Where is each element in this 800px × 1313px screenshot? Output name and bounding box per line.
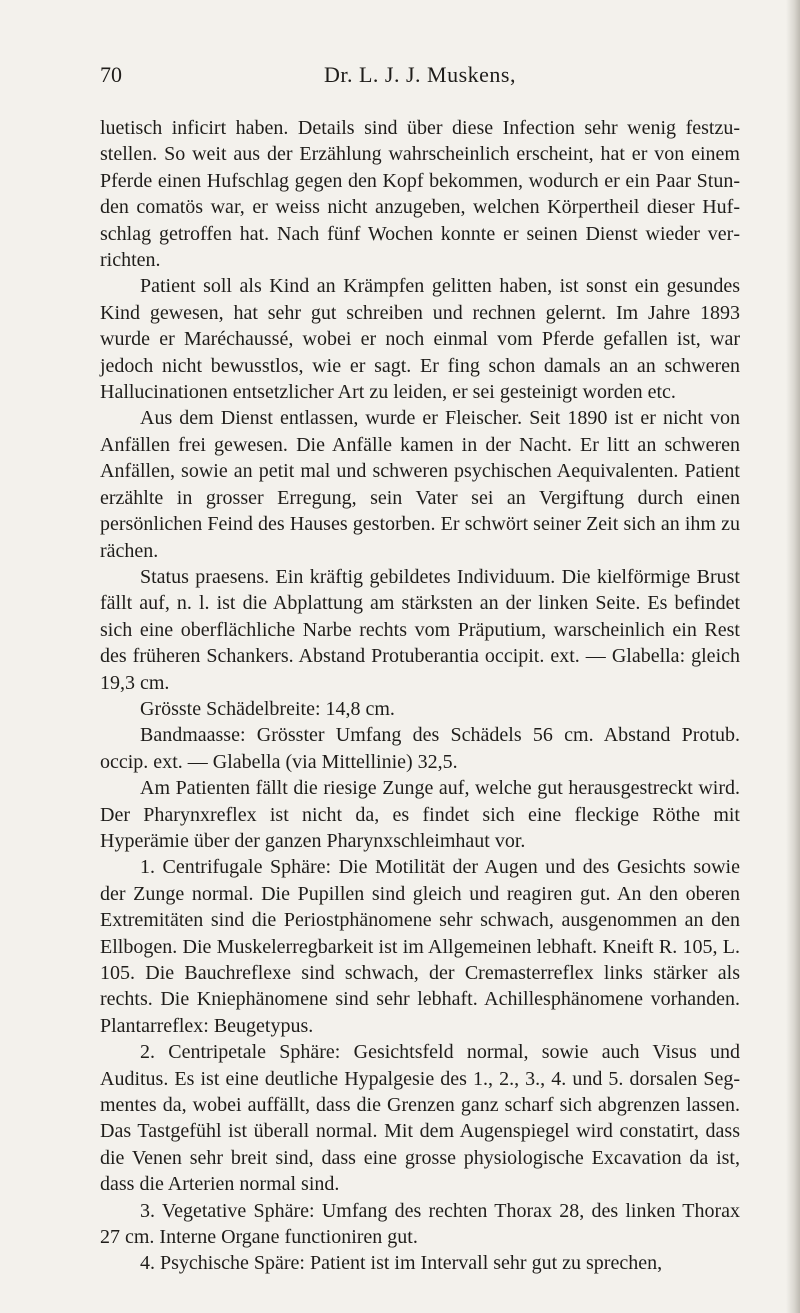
page-header [100,62,740,96]
paragraph: 4. Psychische Späre: Patient ist im Intervall sehr gut zu sprechen, [140,1252,663,1275]
paragraph: 3. Vegetative Sphäre: Umfang des rechten Thorax 28, des linken Thorax 27 cm. Interne Organe functioniren gut. [100,1199,740,1249]
paragraph: 1. Centrifugale Sphäre: Die Motilität der Augen und des Gesichts sowie der Zunge normal. Die Pupillen sind gleich und reagiren gut. An den oberen Extremitäten sind die Periostphänomene sehr schwach, ausgenommen an den Ellbogen. Die Muskelerregbarkeit ist im Allgemeinen lebhaft. Kneift R. 105, L. 105. Die Bauchreflexe sind schwach, der Cremasterreflex links stärker als rechts. Die Kniephänomene sind sehr lebhaft. Achillesphänomene vorhanden. Plantarreflex: Beugetypus. [100,856,740,1037]
paragraph: Patient soll als Kind an Krämpfen gelitten haben, ist sonst ein gesundes Kind gewesen, hat sehr gut schreiben und rechnen gelernt. Im Jahre 1893 wurde er Maréchaussé, wobei er noch einmal vom Pferde gefallen ist, war jedoch nicht bewusstlos, wie er sagt. Er fing schon damals an an schweren Hallucinationen entsetzlicher Art zu leiden, er sei gesteinigt worden etc. [100,275,740,404]
paragraph: luetisch inficirt haben. Details sind über diese Infection sehr wenig festzustellen. So weit aus der Erzählung wahrscheinlich erscheint, hat er von einem Pferde einen Hufschlag gegen den Kopf bekommen, wodurch er ein Paar Stunden comatös war, er weiss nicht anzugeben, welchen Körpertheil dieser Hufschlag getroffen hat. Nach fünf Wochen konnte er seinen Dienst wieder verrichten. [100,117,740,272]
paragraph: Status praesens. Ein kräftig gebildetes Individuum. Die kielförmige Brust fällt auf, n. l. ist die Abplattung am stärksten an der linken Seite. Es befindet sich eine oberflächliche Narbe rechts vom Präputium, warscheinlich ein Rest des früheren Schankers. Abstand Protuberantia occipit. ext. — Glabella: gleich 19,3 cm. [100,565,740,694]
paragraph: Bandmaasse: Grösster Umfang des Schädels 56 cm. Abstand Protub. occip. ext. — Glabella (via Mittellinie) 32,5. [100,724,740,773]
paragraph: Am Patienten fällt die riesige Zunge auf, welche gut herausgestreckt wird. Der Pharynxreflex ist nicht da, es findet sich eine fleckige Röthe mit Hyperämie über der ganzen Pharynxschleimhaut vor. [100,777,740,852]
running-head: Dr. L. J. J. Muskens, [323,62,516,87]
body-text [100,115,740,1277]
paragraph: 2. Centripetale Sphäre: Gesichtsfeld normal, sowie auch Visus und Auditus. Es ist eine deutliche Hypalgesie des 1., 2., 3., 4. und 5. dorsalen Segmentes da, wobei auffällt, dass die Grenzen ganz scharf sich abgrenzen lassen. Das Tastgefühl ist überall normal. Mit dem Augenspiegel wird constatirt, dass die Venen sehr breit sind, dass eine grosse physiologische Excavation da ist, dass die Arterien normal sind. [100,1041,740,1196]
page-edge-shadow [786,0,800,1313]
paragraph: Aus dem Dienst entlassen, wurde er Fleischer. Seit 1890 ist er nicht von Anfällen frei gewesen. Die Anfälle kamen in der Nacht. Er litt an schweren Anfällen, sowie an petit mal und schweren psychischen Aequivalenten. Patient erzählte in grosser Erregung, sein Vater sei an Vergiftung durch einen persönlichen Feind des Hauses gestorben. Er schwört seiner Zeit sich an ihm zu rächen. [100,407,740,562]
page-number: 70 [100,62,122,87]
paragraph: Grösste Schädelbreite: 14,8 cm. [140,697,395,720]
